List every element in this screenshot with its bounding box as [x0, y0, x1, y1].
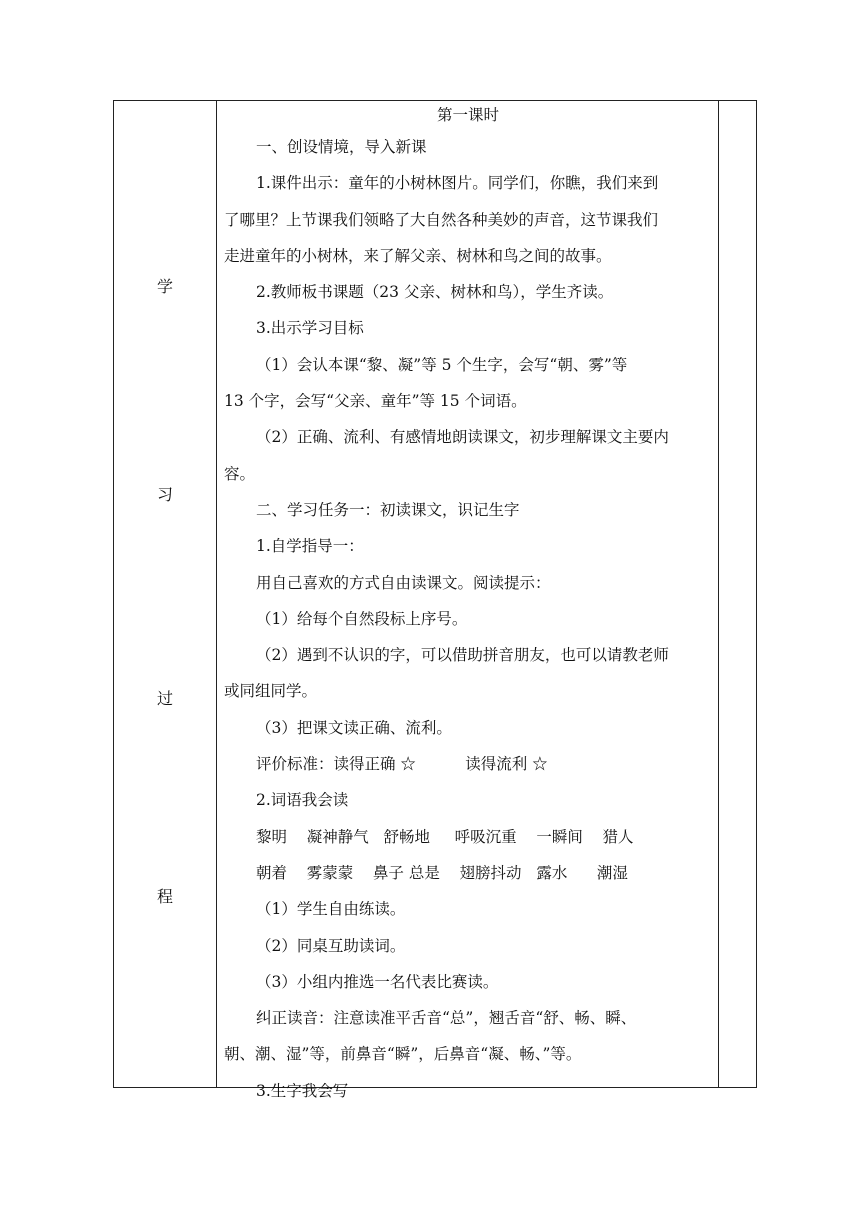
content-line: （3）小组内推选一名代表比赛读。: [256, 972, 499, 991]
content-line: （2）正确、流利、有感情地朗读课文，初步理解课文主要内: [256, 428, 669, 447]
content-line: 朝、潮、湿”等，前鼻音“瞬”，后鼻音“凝、畅、”等。: [224, 1045, 582, 1064]
content-line: 1.自学指导一：: [256, 537, 364, 556]
content-line: 2.词语我会读: [256, 791, 349, 810]
side-label-char: 过: [156, 689, 173, 708]
content-line: 13 个字，会写“父亲、童年”等 15 个词语。: [224, 392, 527, 411]
lesson-content: [224, 101, 712, 1109]
content-line: 3.生字我会写: [256, 1081, 349, 1100]
content-line: 评价标准：读得正确 ☆ 读得流利 ☆: [256, 755, 548, 774]
content-line: 3.出示学习目标: [256, 319, 364, 338]
side-label-char: 程: [156, 887, 173, 906]
content-line: 容。: [224, 464, 256, 483]
side-label-char: 习: [156, 485, 173, 504]
column-divider-left: [216, 101, 217, 1087]
lesson-title: 第一课时: [436, 106, 499, 124]
content-line: 纠正读音：注意读准平舌音“总”，翘舌音“舒、畅、瞬、: [256, 1009, 637, 1028]
content-line: （1）学生自由练读。: [256, 900, 406, 919]
content-line: 或同组同学。: [224, 682, 318, 701]
content-line: （3）把课文读正确、流利。: [256, 718, 452, 737]
side-label-char: 学: [156, 277, 173, 296]
content-line: （2）遇到不认识的字，可以借助拼音朋友，也可以请教老师: [256, 646, 669, 665]
content-line: 一、创设情境，导入新课: [256, 138, 427, 156]
content-line: 黎明 凝神静气 舒畅地 呼吸沉重 一瞬间 猎人: [256, 827, 634, 846]
content-line: 用自己喜欢的方式自由读课文。阅读提示：: [256, 573, 551, 592]
content-line: 2.教师板书课题（23 父亲、树林和鸟），学生齐读。: [256, 283, 614, 302]
content-line: （1）给每个自然段标上序号。: [256, 609, 468, 628]
content-line: （1）会认本课“黎、凝”等 5 个生字，会写“朝、雾”等: [256, 355, 628, 374]
content-line: 了哪里？上节课我们领略了大自然各种美妙的声音，这节课我们: [224, 210, 659, 229]
content-line: 二、学习任务一：初读课文，识记生字: [256, 500, 520, 519]
content-line: 1.课件出示：童年的小树林图片。同学们，你瞧，我们来到: [256, 174, 659, 193]
content-line: （2）同桌互助读词。: [256, 936, 406, 955]
column-divider-right: [718, 101, 719, 1087]
content-line: 走进童年的小树林，来了解父亲、树林和鸟之间的故事。: [224, 246, 612, 265]
content-line: 朝着 雾蒙蒙 鼻子 总是 翅膀抖动 露水 潮湿: [256, 863, 628, 882]
lesson-plan-table: [113, 100, 757, 1100]
